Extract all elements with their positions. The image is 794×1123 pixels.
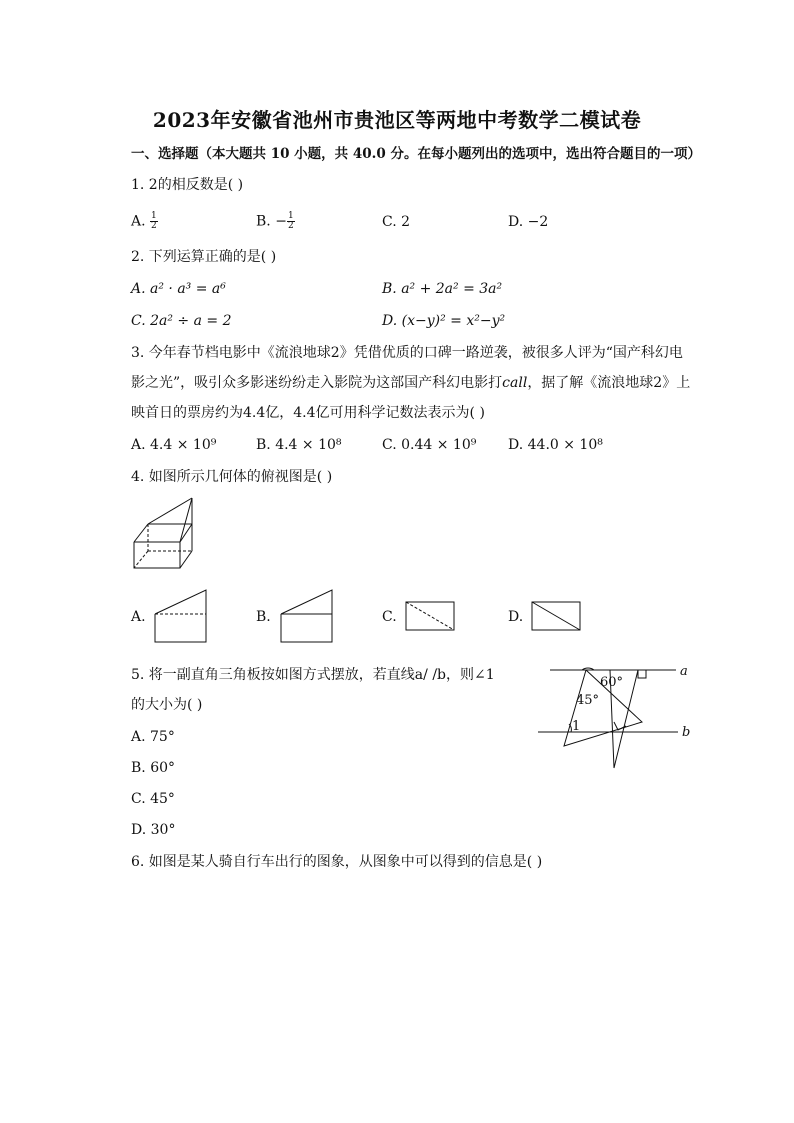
q3-option-b: B. 4.4 × 10⁸ xyxy=(256,437,342,453)
q5-fig-label-a: a xyxy=(680,664,688,679)
q1-option-b: B. − $\frac{1}{2}$ xyxy=(256,211,294,231)
q5-triangle-figure xyxy=(538,662,700,774)
q2-option-a: A. a² · a³ = a⁶ xyxy=(131,281,226,297)
q3-option-c: C. 0.44 × 10⁹ xyxy=(382,437,477,453)
q4-option-c: C. xyxy=(382,609,397,625)
fraction: $\frac{1}{2}$ xyxy=(151,211,157,231)
q5-line-1: 5. 将一副直角三角板按如图方式摆放，若直线a/ /b，则∠1 xyxy=(131,667,495,683)
q4-option-b: B. xyxy=(256,609,271,625)
q4-option-d-figure xyxy=(530,600,584,634)
q2-option-b: B. a² + 2a² = 3a² xyxy=(382,281,503,297)
q5-fig-label-1: 1 xyxy=(572,719,581,734)
q1-option-a: A. $\frac{1}{2}$ xyxy=(131,211,157,231)
q5-line-2: 的大小为( ) xyxy=(131,697,203,713)
q1-option-d: D. −2 xyxy=(508,214,549,230)
q4-option-d: D. xyxy=(508,609,524,625)
q5-fig-label-45: 45° xyxy=(576,693,600,708)
q5-option-c: C. 45° xyxy=(131,791,175,807)
q4-option-a: A. xyxy=(131,609,146,625)
q3-line-1: 3. 今年春节档电影中《流浪地球2》凭借优质的口碑一路逆袭，被很多人评为“国产科幻电 xyxy=(131,345,683,361)
q3-option-d: D. 44.0 × 10⁸ xyxy=(508,437,603,453)
q6-stem: 6. 如图是某人骑自行车出行的图象，从图象中可以得到的信息是( ) xyxy=(131,854,543,870)
page-title: 2023年安徽省池州市贵池区等两地中考数学二模试卷 xyxy=(152,108,642,132)
q1-option-c: C. 2 xyxy=(382,214,411,230)
q2-option-d: D. (x−y)² = x²−y² xyxy=(382,313,506,329)
q4-solid-figure xyxy=(128,494,200,570)
q3-option-a: A. 4.4 × 10⁹ xyxy=(131,437,217,453)
q4-stem: 4. 如图所示几何体的俯视图是( ) xyxy=(131,469,333,485)
q5-fig-label-b: b xyxy=(682,725,691,740)
q2-stem: 2. 下列运算正确的是( ) xyxy=(131,249,277,265)
q2-option-c: C. 2a² ÷ a = 2 xyxy=(131,313,232,329)
q4-option-b-figure xyxy=(278,588,336,644)
q4-option-c-figure xyxy=(404,600,458,634)
q3-line-3: 映首日的票房约为4.4亿，4.4亿可用科学记数法表示为( ) xyxy=(131,405,485,421)
q5-option-a: A. 75° xyxy=(131,729,175,745)
q5-fig-label-60: 60° xyxy=(600,675,624,690)
q4-option-a-figure xyxy=(152,588,210,644)
section-heading: 一、选择题（本大题共 10 小题，共 40.0 分。在每小题列出的选项中，选出符合题目的一项） xyxy=(131,146,701,162)
q5-option-d: D. 30° xyxy=(131,822,176,838)
q5-option-b: B. 60° xyxy=(131,760,176,776)
q3-line-2: 影之光”，吸引众多影迷纷纷走入影院为这部国产科幻电影打call，据了解《流浪地球2》上 xyxy=(131,375,691,391)
q1-stem: 1. 2的相反数是( ) xyxy=(131,177,244,193)
fraction: $\frac{1}{2}$ xyxy=(287,211,294,231)
